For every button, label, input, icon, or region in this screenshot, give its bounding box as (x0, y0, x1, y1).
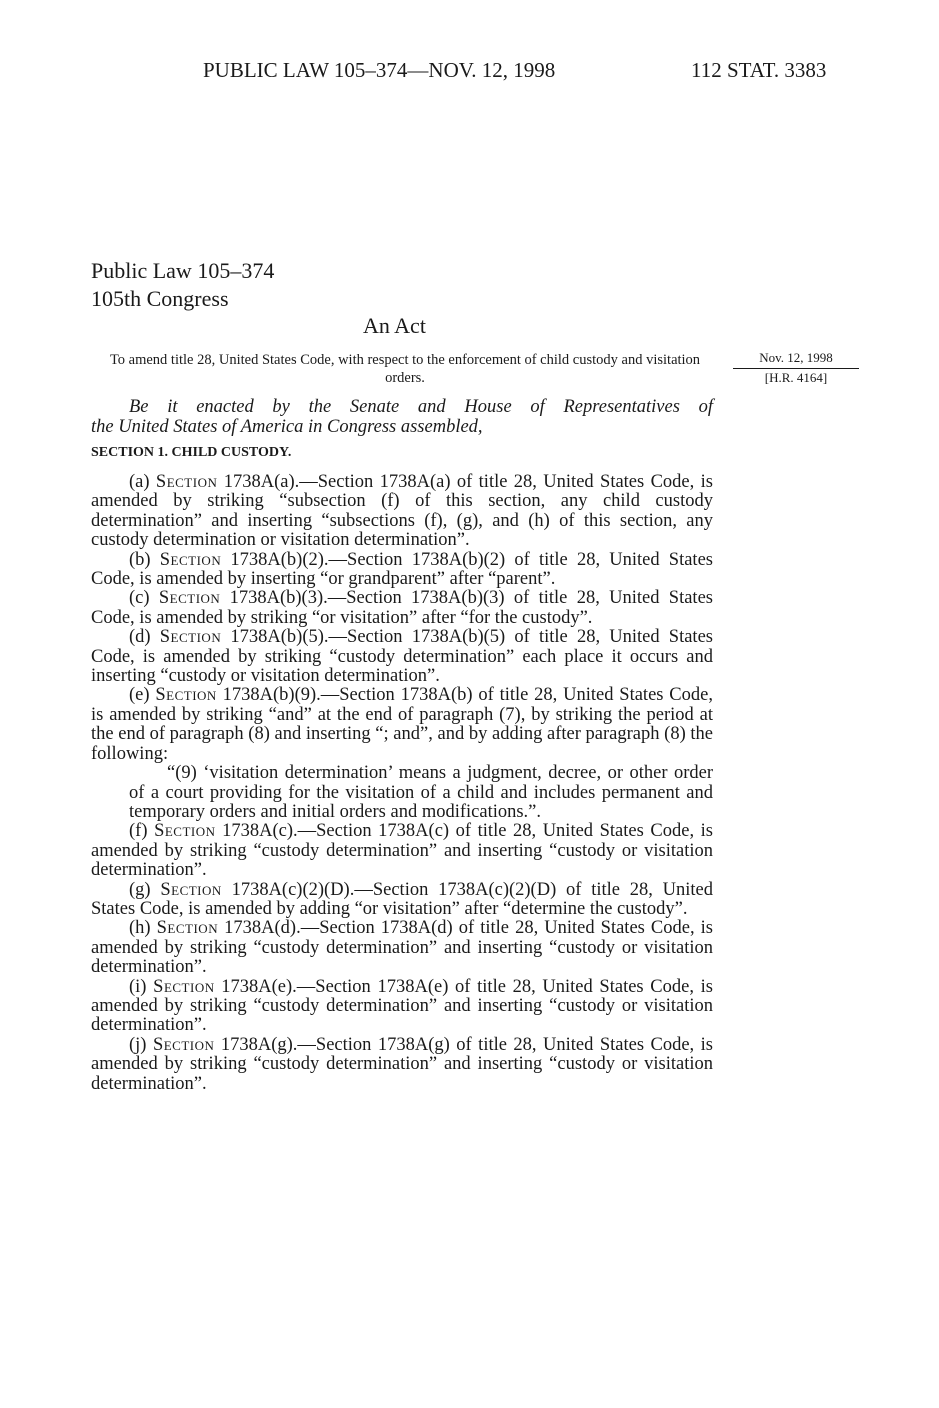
paragraph-text: 1738A(b)(9).—Section 1738A(b) of title 28, United States Code, is amended by striking “and” at the end of paragraph (7), by striking the period at the end of paragraph (8) and inserting “; and”, and by adding after paragraph (8) the following: (91, 685, 713, 764)
paragraph-label: (b) (129, 549, 160, 570)
paragraph-caption: Section (153, 976, 215, 997)
law-number: Public Law 105–374 (91, 258, 275, 283)
paragraph-caption: Section (159, 627, 222, 648)
running-header-citation: PUBLIC LAW 105–374—NOV. 12, 1998 (203, 58, 556, 82)
paragraph-label: (a) (129, 472, 156, 492)
paragraph-label: (i) (129, 976, 154, 997)
paragraph-caption: Section (158, 588, 221, 609)
paragraph-label: (c) (129, 588, 159, 609)
paragraph-text: 1738A(e).—Section 1738A(e) of title 28, United States Code, is amended by striking “custody determination” and inserting “custody or visitation determination”. (91, 976, 714, 1036)
paragraph-label: (j) (129, 1034, 153, 1055)
paragraph-label: (h) (129, 918, 157, 939)
paragraph-caption: Section (155, 472, 218, 492)
paragraph-c (91, 589, 713, 628)
paragraph-f (91, 822, 713, 880)
paragraph-text: 1738A(c).—Section 1738A(c) of title 28, United States Code, is amended by striking “custody determination” and inserting “custody or visitation determination”. (91, 821, 713, 881)
paragraph-a (91, 473, 713, 551)
paragraph-text: 1738A(d).—Section 1738A(d) of title 28, United States Code, is amended by striking “custody determination” and inserting “custody or visitation determination”. (91, 918, 713, 978)
paragraph-caption: Section (159, 549, 222, 570)
paragraph-label: (d) (129, 627, 160, 648)
act-purpose: To amend title 28, United States Code, with respect to the enforcement of child custody and visitation orders. (109, 352, 701, 386)
enacting-clause (91, 398, 713, 437)
paragraph-j (91, 1036, 713, 1094)
paragraph-text: 1738A(g).—Section 1738A(g) of title 28, United States Code, is amended by striking “custody determination” and inserting “custody or visitation determination”. (91, 1034, 713, 1094)
paragraph-caption: Section (154, 821, 216, 842)
paragraph-text: 1738A(c)(2)(D).—Section 1738A(c)(2)(D) of title 28, United States Code, is amended by adding “or visitation” after “determine the custody”. (91, 879, 713, 919)
paragraph-caption: Section (156, 918, 219, 939)
paragraph-i (91, 978, 713, 1036)
section-body (91, 473, 713, 1094)
paragraph-text: 1738A(b)(5).—Section 1738A(b)(5) of title 28, United States Code, is amended by striking “custody determination” each place it occurs and inserting “custody or visitation determination”. (91, 627, 713, 687)
paragraph-label: (g) (129, 879, 161, 900)
paragraph-label: (f) (129, 821, 155, 842)
paragraph-h (91, 919, 713, 977)
paragraph-text: 1738A(a).—Section 1738A(a) of title 28, United States Code, is amended by striking “subsection (f) of this section, any child custody determination” and inserting “subsections (f), (g), and (h) of this section, any custody determination or visitation determination”. (91, 472, 713, 551)
paragraph-caption: Section (155, 685, 217, 706)
margin-note-date: Nov. 12, 1998 (759, 350, 833, 365)
running-header-stat-page: 112 STAT. 3383 (691, 58, 827, 82)
quoted-text-paragraph-9: “(9) ‘visitation determination’ means a judgment, decree, or other order of a court providing for the visitation of a child and includes permanent and temporary orders and initial orders and modifications.”. (129, 763, 713, 822)
margin-note-bill: [H.R. 4164] (764, 370, 828, 385)
margin-note (733, 349, 859, 387)
paragraph-caption: Section (160, 879, 222, 900)
paragraph-caption: Section (152, 1034, 215, 1055)
paragraph-text: 1738A(b)(3).—Section 1738A(b)(3) of title 28, United States Code, is amended by striking “or visitation” after “for the custody”. (91, 588, 713, 628)
paragraph-b (91, 551, 713, 590)
paragraph-e (91, 686, 713, 764)
paragraph-d (91, 628, 713, 686)
paragraph-text: 1738A(b)(2).—Section 1738A(b)(2) of title 28, United States Code, is amended by inserting “or grandparent” after “parent”. (91, 549, 713, 590)
paragraph-label: (e) (129, 685, 156, 706)
enacting-clause-line-2: the United States of America in Congress assembled, (91, 416, 483, 437)
act-title: An Act (363, 313, 426, 338)
section-heading: SECTION 1. CHILD CUSTODY. (91, 445, 292, 460)
congress: 105th Congress (91, 286, 229, 311)
paragraph-g (91, 881, 713, 920)
enacting-clause-line-1: Be it enacted by the Senate and House of Representatives of (129, 397, 713, 417)
